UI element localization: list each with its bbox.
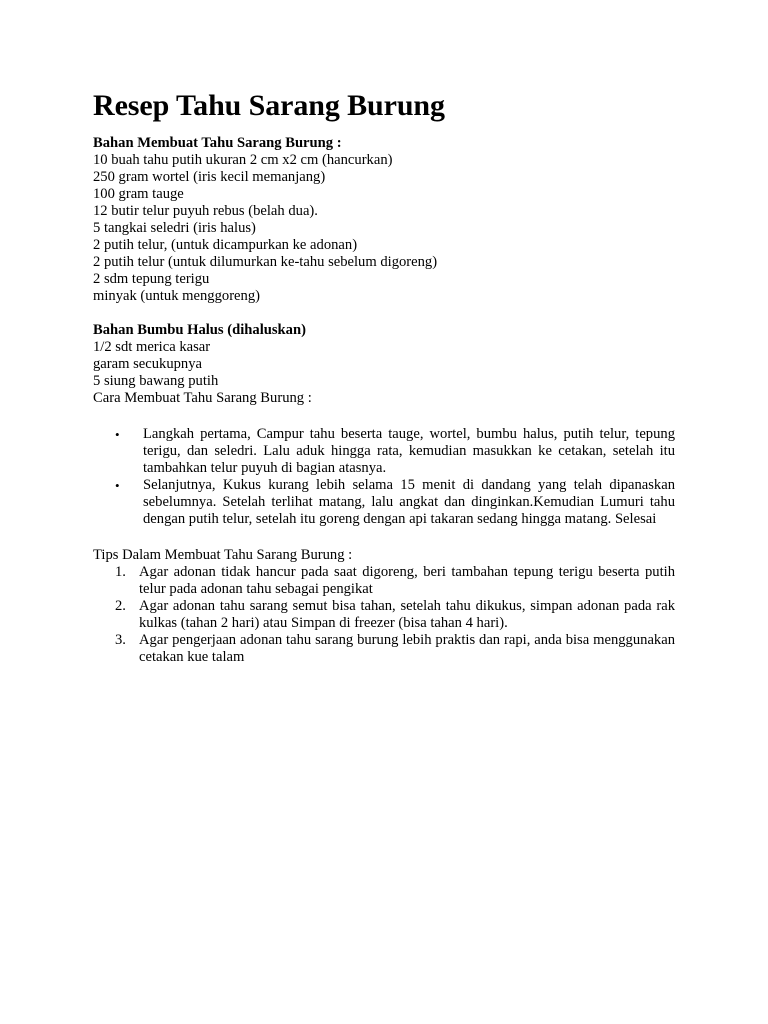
recipe-title: Resep Tahu Sarang Burung xyxy=(93,89,445,122)
method-heading: Cara Membuat Tahu Sarang Burung : xyxy=(93,390,312,406)
spices-heading: Bahan Bumbu Halus (dihaluskan) xyxy=(93,322,306,338)
tip-number: 2. xyxy=(115,598,126,614)
tips-heading: Tips Dalam Membuat Tahu Sarang Burung : xyxy=(93,547,353,563)
method-step xyxy=(93,477,675,528)
ingredient-item: 5 tangkai seledri (iris halus) xyxy=(93,220,256,236)
tips-list xyxy=(93,564,675,666)
bullet-icon: • xyxy=(115,427,120,442)
ingredient-item: 250 gram wortel (iris kecil memanjang) xyxy=(93,169,326,185)
spice-item: 1/2 sdt merica kasar xyxy=(93,339,211,355)
spices-section xyxy=(93,322,675,407)
paragraph-spacer xyxy=(93,305,675,322)
ingredient-item: 2 putih telur, (untuk dicampurkan ke adonan) xyxy=(93,237,358,253)
tip-number: 1. xyxy=(115,564,126,580)
method-step-text: Langkah pertama, Campur tahu beserta tauge, wortel, bumbu halus, putih telur, tepung terigu, dan seledri. Lalu aduk hingga rata, kemudian masukkan ke cetakan, setelah itu tambahkan telur puyuh di bagian atasnya. xyxy=(143,426,675,476)
method-steps-list xyxy=(93,426,675,528)
method-step-text: Selanjutnya, Kukus kurang lebih selama 15 menit di dandang yang telah dipanaskan sebelumnya. Setelah terlihat matang, lalu angkat dan dinginkan.Kemudian Lumuri tahu dengan putih telur, setelah itu goreng dengan api takaran sedang hingga matang. Selesai xyxy=(143,477,675,527)
method-step xyxy=(93,426,675,477)
tip-number: 3. xyxy=(115,632,126,648)
spice-item: 5 siung bawang putih xyxy=(93,373,219,389)
ingredients-section xyxy=(93,135,675,305)
tip-item xyxy=(93,564,675,598)
ingredient-item: 100 gram tauge xyxy=(93,186,184,202)
spice-item: garam secukupnya xyxy=(93,356,203,372)
tip-text: Agar pengerjaan adonan tahu sarang burung lebih praktis dan rapi, anda bisa menggunakan cetakan kue talam xyxy=(139,632,675,665)
tip-text: Agar adonan tahu sarang semut bisa tahan, setelah tahu dikukus, simpan adonan pada rak kulkas (tahan 2 hari) atau Simpan di freezer (bisa tahan 4 hari). xyxy=(139,598,675,631)
tip-item xyxy=(93,598,675,632)
ingredient-item: 10 buah tahu putih ukuran 2 cm x2 cm (hancurkan) xyxy=(93,152,393,168)
tip-item xyxy=(93,632,675,666)
ingredient-item: 2 putih telur (untuk dilumurkan ke-tahu sebelum digoreng) xyxy=(93,254,438,270)
ingredients-heading: Bahan Membuat Tahu Sarang Burung : xyxy=(93,135,342,151)
ingredient-item: 2 sdm tepung terigu xyxy=(93,271,210,287)
bullet-icon: • xyxy=(115,478,120,493)
tip-text: Agar adonan tidak hancur pada saat digoreng, beri tambahan tepung terigu beserta putih telur pada adonan tahu sebagai pengikat xyxy=(139,564,675,597)
ingredient-item: 12 butir telur puyuh rebus (belah dua). xyxy=(93,203,318,219)
document-content xyxy=(93,86,675,666)
ingredient-item: minyak (untuk menggoreng) xyxy=(93,288,260,304)
